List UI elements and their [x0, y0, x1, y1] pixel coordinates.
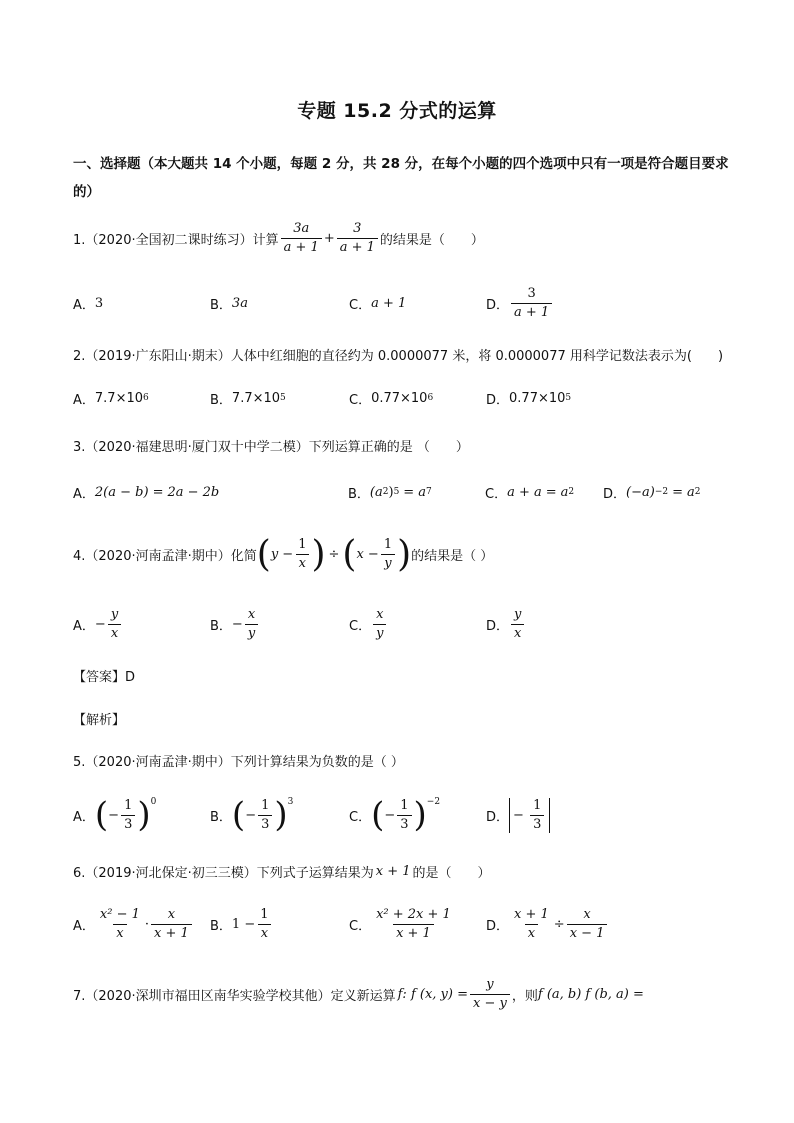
operator: · — [144, 916, 150, 932]
option-sign: − — [384, 807, 396, 823]
fraction-denominator: x — [113, 924, 126, 942]
option-c — [349, 904, 456, 944]
inner-exponent: 2 — [382, 487, 389, 497]
fraction-numerator: x² + 2x + 1 — [376, 906, 451, 922]
question-6-tail: 的是（ ） — [412, 865, 491, 881]
fraction-numerator: 1 — [124, 797, 133, 813]
option-sign: − — [94, 616, 106, 632]
fraction-numerator: 3 — [353, 220, 362, 236]
option-label: C． — [349, 809, 372, 825]
option-lhs: 2(a − b) — [94, 484, 149, 500]
option-lhs: a + a — [507, 484, 542, 500]
question-7 — [73, 973, 753, 1015]
fraction-denominator: x + 1 — [393, 924, 434, 942]
question-5-options — [73, 791, 753, 839]
option-label: A． — [73, 392, 95, 408]
rhs-exponent: 2 — [694, 487, 701, 497]
question-7-definition: f: f (x, y) = — [397, 986, 469, 1002]
fraction-numerator: x + 1 — [514, 906, 549, 922]
question-4 — [73, 530, 753, 578]
equals-sign: = — [672, 484, 683, 500]
fraction-denominator: a + 1 — [511, 303, 552, 321]
fraction-denominator: 3 — [258, 815, 272, 833]
option-label: D． — [486, 297, 510, 313]
option-base: 0.77×10 — [371, 390, 428, 406]
question-4-stem: 4.（2020·河南孟津·期中）化简 — [73, 548, 257, 564]
fraction-numerator: y — [514, 606, 522, 622]
option-base: (a — [369, 484, 383, 500]
question-2 — [73, 343, 753, 365]
option-b — [210, 791, 293, 839]
question-4-tail: 的结果是（ ） — [411, 548, 494, 564]
option-base: 0.77×10 — [509, 390, 566, 406]
option-c — [349, 604, 388, 644]
outer-exponent: 5 — [393, 487, 400, 497]
answer-line: 【答案】D — [73, 670, 136, 685]
option-label: B． — [210, 618, 232, 634]
option-a — [73, 283, 103, 323]
option-fraction — [108, 607, 121, 642]
option-exponent: 5 — [565, 393, 572, 403]
fraction-denominator: x — [525, 924, 538, 942]
option-lhs: (−a) — [626, 484, 655, 500]
option-fraction-2 — [151, 907, 192, 942]
divide-sign: ÷ — [328, 546, 340, 562]
fraction-denominator: x − y — [470, 994, 510, 1012]
fraction-denominator: y — [245, 624, 258, 642]
fraction-denominator: 3 — [121, 815, 135, 833]
equals-sign: = — [403, 484, 415, 500]
option-d — [486, 283, 554, 323]
option-exponent: 6 — [427, 393, 434, 403]
option-label: D． — [486, 392, 510, 408]
option-label: C． — [485, 486, 508, 502]
question-3-stem: 3.（2020·福建思明·厦门双十中学二模）下列运算正确的是 （ ） — [73, 439, 469, 455]
question-4-left-fraction — [295, 537, 309, 572]
close-paren: ) — [388, 484, 394, 500]
option-b — [210, 904, 274, 944]
option-a — [73, 904, 194, 944]
rhs-exponent: 7 — [425, 487, 432, 497]
option-b — [210, 283, 248, 323]
section-heading: 一、选择题（本大题共 14 个小题，每题 2 分，共 28 分，在每个小题的四个选项中只有一项是符合题目要求的） — [73, 156, 729, 200]
analysis-line: 【解析】 — [73, 713, 126, 728]
fraction-numerator: 3a — [293, 220, 310, 236]
option-fraction-1 — [511, 907, 552, 942]
fraction-denominator: y — [381, 554, 394, 572]
option-label: B． — [210, 392, 232, 408]
option-fraction — [373, 607, 386, 642]
option-d — [486, 791, 550, 839]
option-rhs: 2a − 2b — [167, 484, 220, 500]
option-b — [348, 472, 432, 512]
option-label: A． — [73, 486, 95, 502]
option-d — [603, 472, 701, 512]
option-sign: − — [513, 807, 524, 823]
option-exponent: 6 — [143, 393, 149, 403]
question-1 — [73, 218, 753, 258]
fraction-numerator: 1 — [260, 906, 269, 922]
fraction-numerator: x — [167, 906, 176, 922]
fraction-denominator: a + 1 — [337, 238, 378, 256]
fraction-numerator: y — [110, 606, 119, 622]
option-sign: − — [245, 807, 257, 823]
option-fraction — [373, 907, 454, 942]
fraction-denominator: 3 — [530, 815, 544, 833]
option-label: D． — [486, 809, 510, 825]
option-c — [349, 791, 440, 839]
fraction-numerator: 3 — [527, 285, 536, 301]
right-paren: ) — [137, 795, 151, 835]
option-a — [73, 472, 219, 512]
fraction-denominator: x — [511, 624, 524, 642]
option-rhs: a — [560, 484, 569, 500]
option-label: B． — [210, 918, 232, 934]
option-exponent: 0 — [150, 797, 157, 807]
fraction-numerator: x² − 1 — [99, 906, 140, 922]
equals-sign: = — [545, 484, 557, 500]
operator: ÷ — [553, 916, 565, 932]
option-fraction — [530, 798, 544, 833]
question-3-options — [73, 472, 753, 512]
option-label: C． — [349, 918, 372, 934]
option-fraction-1 — [97, 907, 143, 942]
question-4-options — [73, 604, 753, 644]
left-paren: ( — [256, 533, 271, 575]
rhs-exponent: 2 — [568, 487, 575, 497]
question-7-expression: f (a, b) f (b, a) = — [537, 986, 644, 1002]
plus-sign: + — [323, 230, 335, 246]
option-label: A． — [73, 618, 95, 634]
question-6 — [73, 860, 753, 882]
fraction-denominator: y — [373, 624, 386, 642]
option-fraction — [511, 607, 524, 642]
option-fraction — [511, 286, 552, 321]
question-1-options — [73, 283, 753, 323]
option-value: 3a — [231, 295, 248, 311]
option-lead: 1 − — [231, 916, 256, 932]
question-5 — [73, 749, 753, 771]
question-3 — [73, 434, 753, 456]
question-1-fraction-1 — [281, 221, 322, 256]
option-a — [73, 378, 149, 418]
option-a — [73, 791, 156, 839]
question-6-stem: 6.（2019·河北保定·初三三模）下列式子运算结果为 — [73, 865, 374, 881]
question-4-right-fraction — [381, 537, 395, 572]
option-rhs: a — [687, 484, 695, 500]
option-b — [210, 604, 260, 644]
option-d — [486, 378, 571, 418]
left-paren: ( — [371, 795, 385, 835]
fraction-numerator: y — [486, 976, 494, 992]
option-sign: − — [231, 616, 243, 632]
absolute-value — [509, 798, 550, 833]
fraction-numerator: 1 — [400, 797, 409, 813]
option-fraction — [397, 798, 411, 833]
option-c — [485, 472, 574, 512]
option-a — [73, 604, 123, 644]
option-exponent: 3 — [287, 797, 294, 807]
expression-term: x − — [356, 546, 379, 562]
option-c — [349, 283, 406, 323]
question-6-expression: x + 1 — [375, 863, 411, 879]
option-label: D． — [486, 618, 510, 634]
fraction-numerator: 1 — [298, 536, 307, 552]
option-label: C． — [349, 392, 372, 408]
fraction-denominator: x — [258, 924, 271, 942]
fraction-numerator: x — [376, 606, 384, 622]
question-6-options — [73, 904, 753, 944]
expression-term: y − — [270, 546, 294, 562]
option-label: C． — [349, 618, 372, 634]
fraction-numerator: x — [247, 606, 256, 622]
lhs-exponent: −2 — [654, 487, 669, 497]
question-1-tail: 的结果是（ ） — [379, 232, 484, 248]
option-exponent: 5 — [280, 393, 286, 403]
option-value: a + 1 — [371, 295, 407, 311]
fraction-numerator: 1 — [383, 536, 393, 552]
right-paren: ) — [397, 533, 412, 575]
option-label: B． — [210, 809, 232, 825]
option-label: B． — [348, 486, 370, 502]
option-label: C． — [349, 297, 372, 313]
right-paren: ) — [413, 795, 427, 835]
page-title: 专题 15.2 分式的运算 — [297, 100, 497, 122]
question-1-stem: 1.（2020·全国初二课时练习）计算 — [73, 232, 279, 248]
fraction-denominator: x — [296, 554, 309, 572]
fraction-denominator: 3 — [397, 815, 411, 833]
option-fraction — [245, 607, 258, 642]
fraction-denominator: a + 1 — [281, 238, 322, 256]
option-fraction-2 — [567, 907, 608, 942]
option-fraction — [257, 907, 271, 942]
left-paren: ( — [342, 533, 357, 575]
option-d — [486, 904, 609, 944]
fraction-denominator: x − 1 — [567, 924, 608, 942]
option-base: 7.7×10 — [94, 390, 144, 406]
question-7-fraction — [470, 977, 510, 1012]
option-label: A． — [73, 918, 95, 934]
option-label: D． — [486, 918, 510, 934]
option-b — [210, 378, 286, 418]
option-d — [486, 604, 526, 644]
question-2-stem: 2.（2019·广东阳山·期末）人体中红细胞的直径约为 0.0000077 米，将 0.0000077 用科学记数法表示为( ) — [73, 348, 724, 364]
right-paren: ) — [274, 795, 288, 835]
left-paren: ( — [231, 795, 246, 835]
fraction-denominator: x — [108, 624, 121, 642]
option-label: A． — [73, 297, 95, 313]
option-exponent: −2 — [426, 797, 441, 807]
option-c — [349, 378, 433, 418]
fraction-numerator: x — [583, 906, 591, 922]
question-1-fraction-2 — [337, 221, 378, 256]
question-7-tail: ，则 — [511, 988, 538, 1004]
option-label: D． — [603, 486, 627, 502]
right-paren: ) — [311, 533, 326, 575]
question-2-options — [73, 378, 753, 418]
option-label: B． — [210, 297, 232, 313]
option-sign: − — [108, 807, 120, 823]
option-value: 3 — [94, 295, 104, 311]
option-fraction — [121, 798, 135, 833]
question-5-stem: 5.（2020·河南孟津·期中）下列计算结果为负数的是（ ） — [73, 754, 404, 770]
question-7-stem: 7.（2020·深圳市福田区南华实验学校其他）定义新运算 — [73, 988, 396, 1004]
fraction-denominator: x + 1 — [151, 924, 192, 942]
left-paren: ( — [94, 795, 109, 835]
fraction-numerator: 1 — [261, 797, 270, 813]
equals-sign: = — [152, 484, 164, 500]
option-base: 7.7×10 — [231, 390, 281, 406]
option-fraction — [258, 798, 272, 833]
fraction-numerator: 1 — [533, 797, 542, 813]
option-label: A． — [73, 809, 95, 825]
option-rhs: a — [418, 484, 426, 500]
